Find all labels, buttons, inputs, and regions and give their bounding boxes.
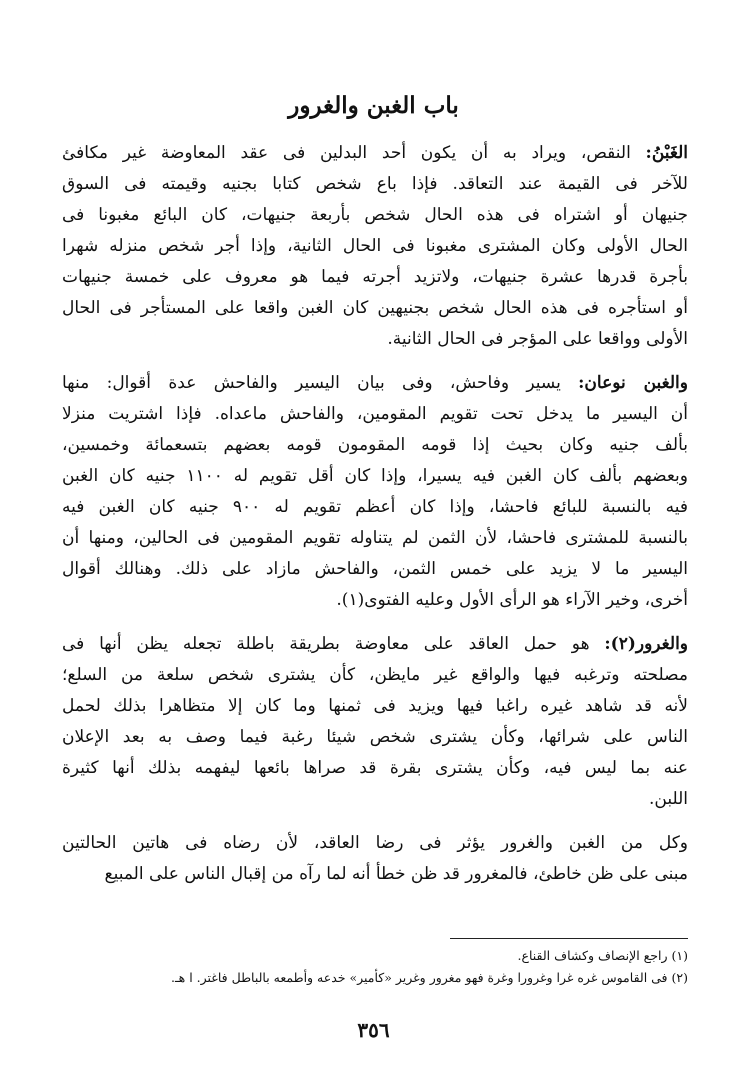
line-text: الأولى وواقعا على المؤجر فى الحال الثانية. — [387, 329, 688, 349]
paragraph — [62, 828, 688, 890]
text-line — [62, 784, 688, 815]
text-line — [62, 828, 688, 859]
lead-term: والغرور(٢): — [604, 634, 688, 654]
line-text: للآخر فى القيمة عند التعاقد. فإذا باع شخص كتابا بجنيه وقيمته فى السوق — [62, 174, 688, 194]
text-line — [62, 492, 688, 523]
line-text: أو استأجره فى هذه الحال شخص بجنيهين كان الغبن واقعا على المستأجر فى الحال — [62, 298, 688, 318]
footnote: (١) راجع الإنصاف وكشاف القناع. — [517, 948, 688, 963]
line-text: بألف جنيه وكان بحيث إذا قومه المقومون قومه بعضهم بتسعمائة وخمسين، — [62, 435, 688, 455]
text-line — [62, 554, 688, 585]
line-text: بأجرة قدرها عشرة جنيهات، ولاتزيد أجرته فيما هو معروف على خمسة جنيهات — [62, 267, 688, 287]
line-text: يسير وفاحش، وفى بيان اليسير والفاحش عدة أقوال: منها — [62, 373, 579, 393]
line-text: مصلحته وترغبه فيها والواقع غير مايظن، كأن يشترى شخص سلعة من السلع؛ — [62, 665, 688, 685]
text-line — [62, 722, 688, 753]
text-line — [62, 753, 688, 784]
line-text: النقص، ويراد به أن يكون أحد البدلين فى عقد المعاوضة غير مكافئ — [62, 143, 646, 163]
text-line — [62, 691, 688, 722]
line-text: عنه بما ليس فيه، وكأن يشترى بقرة قد صراها بائعها ليفهمه بذلك أنها كثيرة — [62, 758, 688, 778]
line-text: الناس على شرائها، وكأن يشترى شخص شيئا رغبة فيما وصف به بعد الإعلان — [62, 727, 688, 747]
lead-term: والغبن نوعان: — [578, 373, 688, 393]
text-line — [62, 660, 688, 691]
lead-term: الغَبْنُ: — [645, 143, 688, 163]
text-line — [62, 368, 688, 399]
text-line — [62, 859, 688, 890]
line-text: اللبن. — [648, 789, 688, 809]
paragraph — [62, 368, 688, 616]
line-text: لأنه قد شاهد غيره راغبا فيها ويزيد فى ثمنها وما كان إلا متظاهرا بذلك لحمل — [62, 696, 688, 716]
text-line — [62, 293, 688, 324]
text-line — [62, 262, 688, 293]
line-text: جنيهان أو اشتراه فى هذه الحال شخص بأربعة جنيهات، كان البائع مغبونا فى — [62, 205, 688, 225]
text-line — [62, 200, 688, 231]
line-text: أن اليسير ما يدخل تحت تقويم المقومين، والفاحش ماعداه. فإذا اشتريت منزلا — [62, 404, 688, 424]
line-text: الحال الأولى وكان المشترى مغبونا فى الحال الثانية، وإذا أجر شخص منزله شهرا — [62, 236, 688, 256]
footnotes — [62, 945, 688, 989]
text-line — [62, 399, 688, 430]
line-text: وكل من الغبن والغرور يؤثر فى رضا العاقد، لأن رضاه فى هاتين الحالتين — [62, 833, 688, 853]
text-line — [62, 629, 688, 660]
footnote-divider — [450, 938, 688, 939]
paragraph — [62, 629, 688, 815]
text-line — [62, 231, 688, 262]
section-title: باب الغبن والغرور — [288, 92, 459, 119]
page-number: ٣٥٦ — [357, 1018, 390, 1042]
text-line — [62, 430, 688, 461]
footnote: (٢) فى القاموس غره غرا وغرورا وغرة فهو مغرور وغرير «كأمير» خدعه وأطمعه بالباطل فاغتر. ا هـ. — [171, 970, 688, 985]
line-text: فيه بالنسبة للبائع فاحشا، وإذا كان أعظم تقويم له ٩٠٠ جنيه كان الغبن فيه — [62, 497, 688, 517]
text-line — [62, 523, 688, 554]
line-text: وبعضهم بألف كان الغبن فيه يسيرا، وإذا كان أقل تقويم له ١١٠٠ جنيه كان الغبن — [62, 466, 688, 486]
line-text: اليسير ما لا يزيد على خمس الثمن، والفاحش مازاد على ذلك. وهنالك أقوال — [62, 559, 688, 579]
body-text — [62, 138, 688, 903]
line-text: بالنسبة للمشترى فاحشا، لأن الثمن لم يتناوله تقويم المقومين فى الحالين، ومنها أن — [62, 528, 688, 548]
text-line — [62, 585, 688, 616]
text-line — [62, 169, 688, 200]
text-line — [62, 324, 688, 355]
paragraph — [62, 138, 688, 355]
text-line — [62, 138, 688, 169]
line-text: هو حمل العاقد على معاوضة بطريقة باطلة تجعله يظن أنها فى — [62, 634, 605, 654]
line-text: مبنى على ظن خاطئ، فالمغرور قد ظن خطأ أنه لما رآه من إقبال الناس على المبيع — [104, 864, 688, 884]
line-text: أخرى، وخير الآراء هو الرأى الأول وعليه الفتوى(١). — [336, 590, 688, 610]
text-line — [62, 461, 688, 492]
